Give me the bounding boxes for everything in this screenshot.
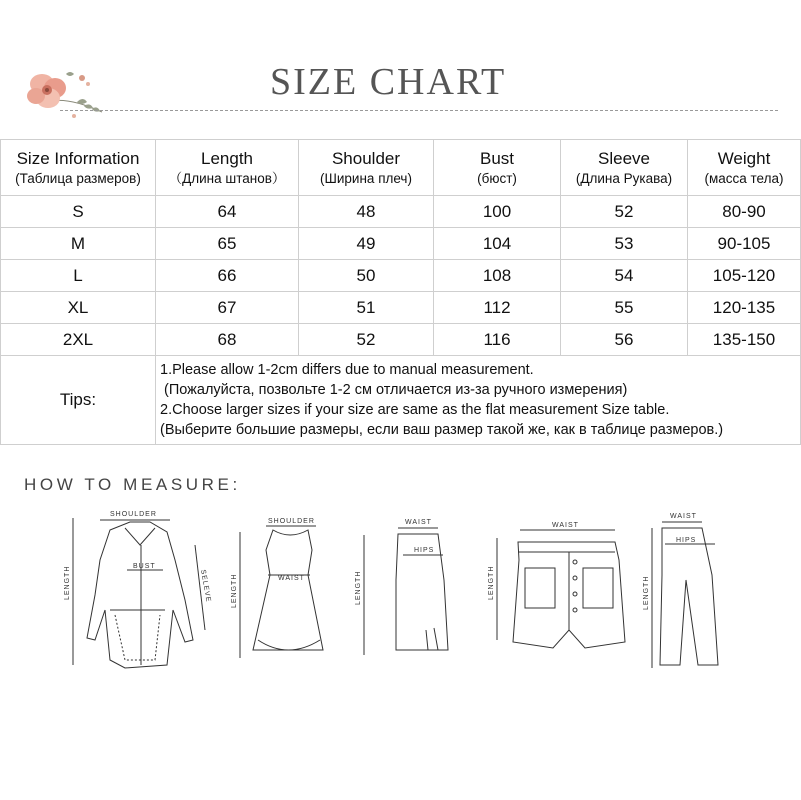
table-cell: 80-90 (688, 196, 801, 228)
table-cell: M (1, 228, 156, 260)
column-header-label: Bust (479, 148, 515, 168)
table-cell: 65 (156, 228, 299, 260)
waist-label: WAIST (405, 519, 432, 526)
table-cell: 108 (434, 260, 561, 292)
pants-measure-figure (640, 500, 740, 700)
table-cell: 2XL (1, 324, 156, 356)
how-to-measure-title: HOW TO MEASURE: (24, 475, 241, 494)
table-cell: 104 (434, 228, 561, 260)
shorts-measure-figure (485, 500, 635, 700)
table-row (1, 324, 801, 356)
skirt-icon (348, 500, 448, 700)
jacket-measure-figure (55, 500, 210, 700)
table-row (1, 260, 801, 292)
column-header-sub: (бюст) (477, 170, 517, 186)
table-cell: 105-120 (688, 260, 801, 292)
column-header (156, 140, 299, 196)
table-cell: 135-150 (688, 324, 801, 356)
table-cell: 100 (434, 196, 561, 228)
waist-label: WAIST (552, 522, 579, 529)
shorts-icon (485, 500, 635, 700)
column-header-label: Size Information (16, 148, 140, 168)
tip-line: 1.Please allow 1-2cm differs due to manual measurement. (160, 362, 534, 378)
page-title: SIZE CHART (270, 61, 507, 103)
waist-label: WAIST (278, 575, 305, 582)
table-header-row (1, 140, 801, 196)
bust-label: BUST (133, 563, 156, 570)
length-label: LENGTH (231, 573, 238, 608)
dress-measure-figure (228, 500, 328, 700)
table-row (1, 196, 801, 228)
table-cell: 116 (434, 324, 561, 356)
table-cell: L (1, 260, 156, 292)
tip-line: (Выберите большие размеры, если ваш размер такой же, как в таблице размеров.) (160, 422, 724, 438)
length-label: LENGTH (64, 565, 71, 600)
column-header-sub: (Таблица размеров) (15, 170, 141, 186)
column-header (299, 140, 434, 196)
header (0, 0, 800, 125)
pants-icon (640, 500, 740, 700)
table-cell: 54 (561, 260, 688, 292)
table-cell: 55 (561, 292, 688, 324)
table-cell: XL (1, 292, 156, 324)
table-cell: 112 (434, 292, 561, 324)
tip-line: (Пожалуйста, позвольте 1-2 см отличается из-за ручного измерения) (160, 382, 628, 398)
table-cell: 48 (299, 196, 434, 228)
tip-line: 2.Choose larger sizes if your size are same as the flat measurement Size table. (160, 402, 670, 418)
length-label: LENGTH (355, 570, 362, 605)
table-cell: 52 (561, 196, 688, 228)
table-cell: 90-105 (688, 228, 801, 260)
column-header-sub: (Ширина плеч) (320, 170, 412, 186)
table-cell: 49 (299, 228, 434, 260)
column-header-sub: （Длина штанов） (168, 170, 286, 186)
table-cell: 52 (299, 324, 434, 356)
column-header-sub: (масса тела) (704, 170, 784, 186)
column-header (688, 140, 801, 196)
length-label: LENGTH (488, 565, 495, 600)
jacket-icon (55, 500, 210, 700)
table-row (1, 292, 801, 324)
tips-text (156, 356, 801, 445)
column-header-label: Weight (717, 148, 771, 168)
table-cell: 66 (156, 260, 299, 292)
tips-label: Tips: (1, 356, 156, 445)
tips-row (1, 356, 801, 445)
column-header-label: Length (201, 148, 253, 168)
table-cell: 67 (156, 292, 299, 324)
table-cell: 53 (561, 228, 688, 260)
size-table (0, 139, 801, 445)
waist-label: WAIST (670, 513, 697, 520)
hips-label: HIPS (676, 537, 697, 544)
column-header-label: Shoulder (331, 148, 401, 168)
dress-icon (228, 500, 328, 700)
hips-label: HIPS (414, 547, 435, 554)
column-header-sub: (Длина Рукава) (575, 170, 673, 186)
length-label: LENGTH (643, 575, 650, 610)
column-header-label: Sleeve (598, 148, 650, 168)
column-header (561, 140, 688, 196)
column-header (1, 140, 156, 196)
flower-decoration-icon (22, 64, 108, 124)
sleeve-label: SELEVE (199, 569, 212, 604)
table-cell: 68 (156, 324, 299, 356)
shoulder-label: SHOULDER (268, 518, 315, 525)
table-cell: 64 (156, 196, 299, 228)
column-header (434, 140, 561, 196)
skirt-measure-figure (348, 500, 448, 700)
title-divider (60, 110, 778, 111)
table-row (1, 228, 801, 260)
table-cell: 50 (299, 260, 434, 292)
table-cell: 56 (561, 324, 688, 356)
table-cell: 120-135 (688, 292, 801, 324)
table-cell: 51 (299, 292, 434, 324)
shoulder-label: SHOULDER (110, 511, 157, 518)
table-cell: S (1, 196, 156, 228)
